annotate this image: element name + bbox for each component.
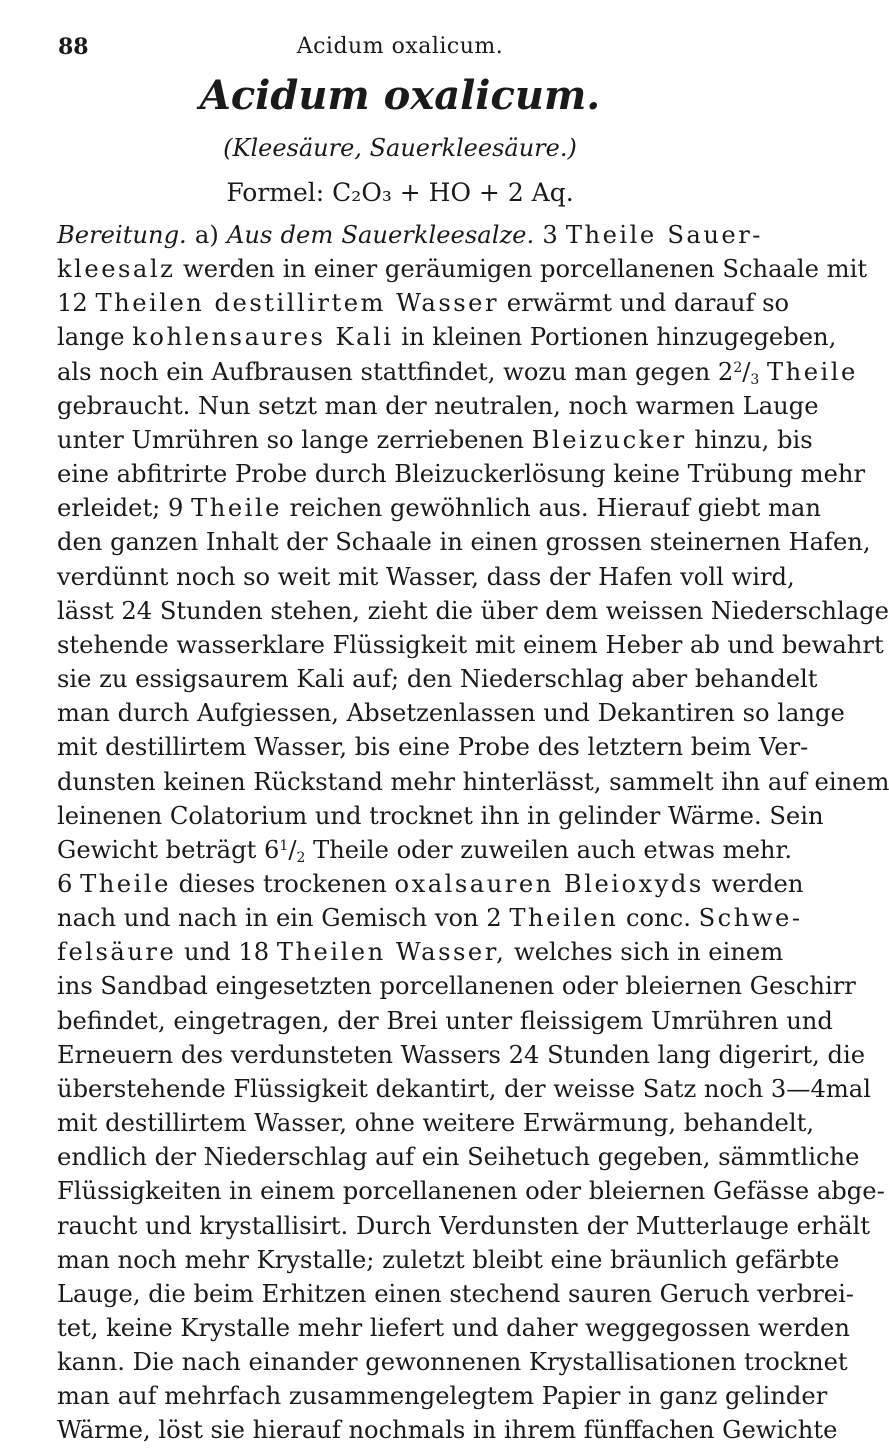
- text-line: den ganzen Inhalt der Schaale in einen grossen steinernen Hafen,: [57, 528, 871, 557]
- text-line: ins Sandbad eingesetzten porcellanenen oder bleiernen Geschirr: [57, 972, 856, 1001]
- text-line: stehende wasserklare Flüssigkeit mit einem Heber ab und bewahrt: [57, 630, 884, 659]
- text-line: als noch ein Aufbrausen stattfindet, wozu man gegen $2^2/_3$ Theile: [57, 357, 858, 388]
- page-number: 88: [58, 34, 89, 60]
- text-line: Lauge, die beim Erhitzen einen stechend sauren Geruch verbrei-: [57, 1279, 854, 1308]
- text-line: man auf mehrfach zusammengelegtem Papier in ganz gelinder: [57, 1382, 828, 1411]
- text-line: man durch Aufgiessen, Absetzenlassen und Dekantiren so lange: [57, 699, 845, 728]
- text-line: unter Umrühren so lange zerriebenen Bleizucker hinzu, bis: [57, 425, 813, 454]
- text-line: Erneuern des verdunsteten Wassers 24 Stunden lang digerirt, die: [57, 1040, 866, 1069]
- formula-text: C₂O₃ + HO + 2 Aq.: [332, 178, 574, 207]
- section-title: Acidum oxalicum.: [199, 72, 601, 119]
- section-subtitle: (Kleesäure, Sauerkleesäure.): [223, 134, 577, 162]
- text-line: dunsten keinen Rückstand mehr hinterlässt, sammelt ihn auf einem: [57, 767, 889, 796]
- running-header: Acidum oxalicum.: [296, 34, 504, 59]
- text-line: eine abfitrirte Probe durch Bleizuckerlösung keine Trübung mehr: [57, 460, 866, 489]
- text-line: mit destillirtem Wasser, bis eine Probe des letztern beim Ver-: [57, 733, 809, 762]
- text-line: leinenen Colatorium und trocknet ihn in gelinder Wärme. Sein: [57, 801, 824, 830]
- text-line: sie zu essigsaurem Kali auf; den Niederschlag aber behandelt: [57, 665, 818, 694]
- text-line: nach und nach in ein Gemisch von 2 Theilen conc. Schwe-: [57, 904, 803, 933]
- run-in-heading: Bereitung.: [57, 221, 187, 249]
- body-text: [57, 218, 889, 1448]
- text-line: gebraucht. Nun setzt man der neutralen, noch warmen Lauge: [57, 391, 819, 420]
- formula-label: Formel:: [226, 178, 325, 207]
- text-line: mit destillirtem Wasser, ohne weitere Erwärmung, behandelt,: [57, 1109, 815, 1138]
- text-line: verdünnt noch so weit mit Wasser, dass der Hafen voll wird,: [57, 562, 795, 591]
- chemical-formula: [0, 178, 800, 207]
- text-line: lange kohlensaures Kali in kleinen Portionen hinzugegeben,: [57, 323, 837, 352]
- text-line: überstehende Flüssigkeit dekantirt, der weisse Satz noch 3—4mal: [57, 1074, 871, 1103]
- text-line: befindet, eingetragen, der Brei unter fleissigem Umrühren und: [57, 1006, 833, 1035]
- text-line: endlich der Niederschlag auf ein Seihetuch gegeben, sämmtliche: [57, 1143, 860, 1172]
- text-line: kann. Die nach einander gewonnenen Krystallisationen trocknet: [57, 1348, 848, 1377]
- text-line: tet, keine Krystalle mehr liefert und daher weggegossen werden: [57, 1314, 850, 1342]
- method-heading: Aus dem Sauerkleesalze.: [226, 221, 535, 249]
- text-line: Bereitung. a) Aus dem Sauerkleesalze. 3 Theile Sauer-: [57, 221, 763, 249]
- text-line: man noch mehr Krystalle; zuletzt bleibt eine bräunlich gefärbte: [57, 1245, 840, 1274]
- text-line: 12 Theilen destillirtem Wasser erwärmt und darauf so: [57, 289, 790, 318]
- text-line: felsäure und 18 Theilen Wasser, welches sich in einem: [57, 938, 784, 967]
- text-line: Flüssigkeiten in einem porcellanenen oder bleiernen Gefässe abge-: [57, 1177, 885, 1206]
- text-line: lässt 24 Stunden stehen, zieht die über dem weissen Niederschlage: [57, 596, 889, 625]
- text-line: erleidet; 9 Theile reichen gewöhnlich aus. Hierauf giebt man: [57, 494, 821, 523]
- text-line: Gewicht beträgt $6^1/_2$ Theile oder zuweilen auch etwas mehr.: [57, 835, 793, 866]
- text-line: 6 Theile dieses trockenen oxalsauren Bleioxyds werden: [57, 869, 804, 898]
- text-line: kleesalz werden in einer geräumigen porcellanenen Schaale mit: [57, 255, 868, 284]
- text-line: Wärme, löst sie hierauf nochmals in ihrem fünffachen Gewichte: [57, 1416, 838, 1445]
- text-line: raucht und krystallisirt. Durch Verdunsten der Mutterlauge erhält: [57, 1211, 870, 1240]
